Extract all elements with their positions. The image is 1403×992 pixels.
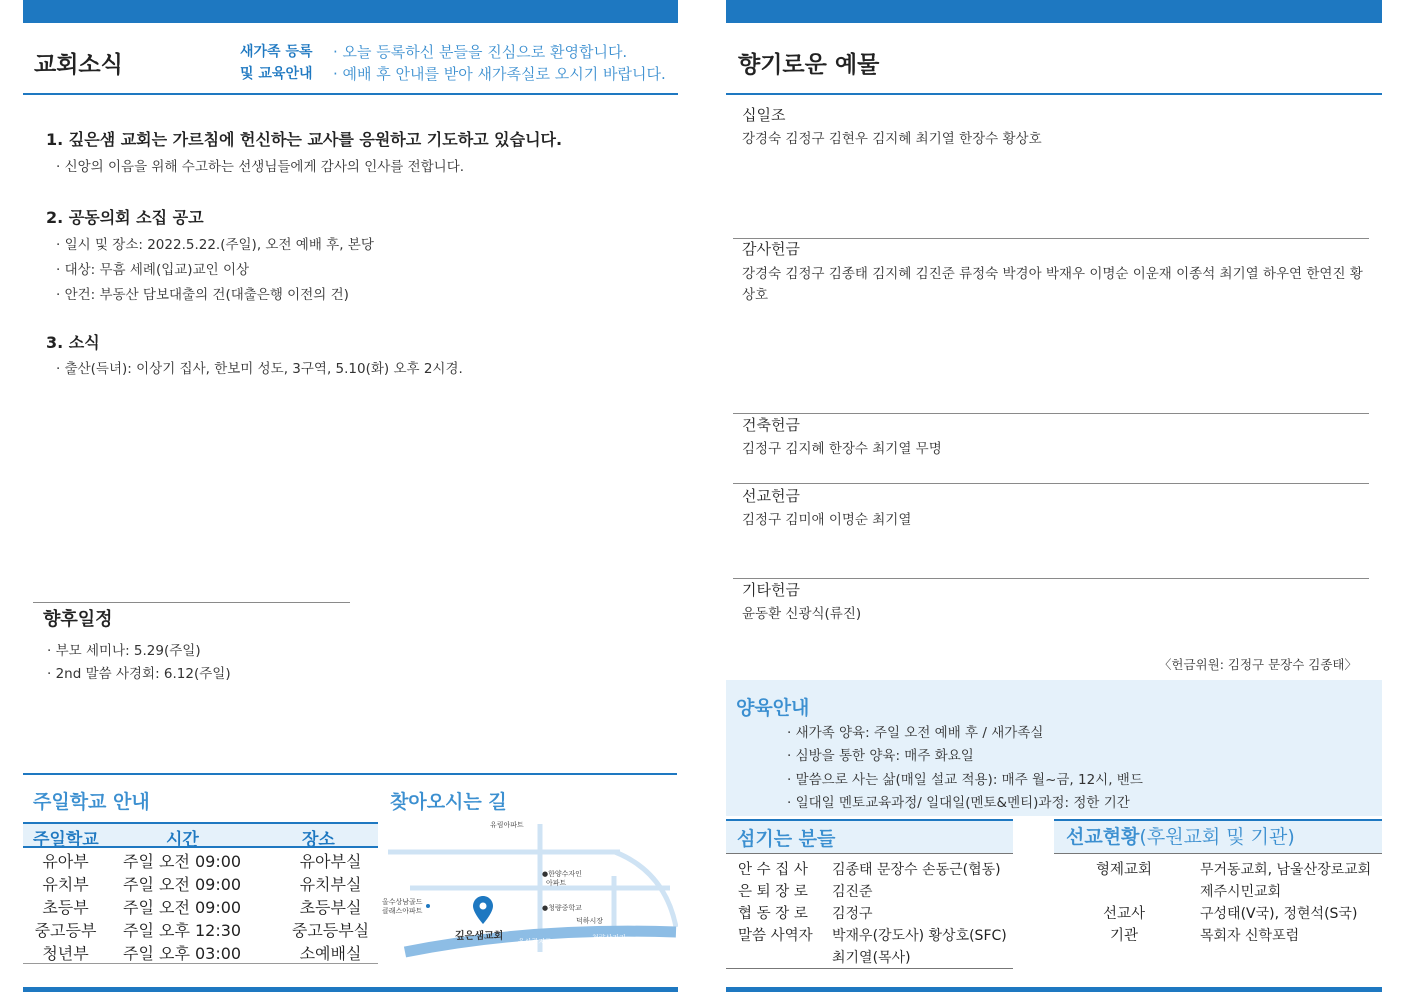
mission-label: 선교사 [1102,906,1146,922]
server-names: 김종태 문장수 손동근(협동) [832,862,1001,878]
missions-title-underline [1054,853,1382,854]
school-place: 유치부실 [299,875,362,894]
school-time: 주일 오후 03:00 [123,944,242,963]
welcome-label [240,41,313,85]
upcoming-divider [33,602,350,603]
divider-left [23,93,678,95]
top-bar-right [726,0,1382,23]
offering-category-tithe: 십일조 [742,106,786,124]
servers-title-underline [726,853,1013,854]
school-time: 주일 오전 09:00 [123,852,242,871]
server-names: 박재우(강도사) 황상호(SFC) [832,928,1007,944]
sunday-school-header [23,822,378,848]
server-names: 김정구 [832,906,873,922]
school-place: 소예배실 [299,944,362,963]
nurture-title: 양육안내 [736,697,810,719]
offering-divider [733,413,1369,414]
school-place: 초등부실 [299,898,362,917]
mission-value: 구성태(V국), 정현석(S국) [1200,906,1358,922]
offering-divider [733,238,1369,239]
school-name: 중고등부 [34,921,97,940]
welcome-label-1: 새가족 등록 [240,44,313,60]
upcoming-line-2: · 2nd 말씀 사경회: 6.12(주일) [47,666,231,682]
news-3-heading: 3. 소식 [46,333,100,352]
news-2-heading: 2. 공동의회 소집 공고 [46,208,204,227]
mission-label [1094,881,1154,903]
school-name: 유치부 [42,875,89,894]
header-school: 주일학교 [33,830,99,850]
map-label-apt2b: 아파트 [546,879,567,887]
server-role: 협 동 장 로 [738,906,808,922]
missions-title-sub: (후원교회 및 기관) [1139,826,1295,848]
sunday-school-bottom-line [23,963,378,964]
page-title-right: 향기로운 예물 [738,52,880,78]
bottom-bar-right [726,987,1382,992]
missions-labels [1094,859,1154,947]
news-2-line-3: · 안건: 부동산 담보대출의 건(대출은행 이전의 건) [56,287,349,303]
map-label-left2: 클래스아파트 [382,907,423,915]
map-label-road2: 청량삼거리 [592,934,626,942]
school-place: 중고등부실 [291,921,370,940]
school-place: 유아부실 [299,852,362,871]
map-label-apt1: 유림아파트 [490,821,524,829]
top-bar-left [23,0,678,23]
table-row [23,849,378,872]
sunday-school-table [23,849,378,964]
mission-label: 기관 [1109,928,1138,944]
school-time: 주일 오후 12:30 [123,921,242,940]
offering-names-thanks: 강경숙 김정구 김종태 김지혜 김진준 류정숙 박경아 박재우 이명순 이운재 이종석 최기열 하우연 한연진 황상호 [742,266,1363,303]
nurture-line-2: · 심방을 통한 양육: 매주 화요일 [787,748,974,764]
table-row [23,872,378,895]
offering-category-other: 기타헌금 [742,581,800,599]
offering-names-mission: 김정구 김미애 이명순 최기열 [742,512,912,528]
offering-names-other: 윤동환 신광식(류진) [742,606,862,622]
school-time: 주일 오전 09:00 [123,875,242,894]
nurture-line-1: · 새가족 양육: 주일 오전 예배 후 / 새가족실 [787,725,1044,741]
news-1-line-1: · 신앙의 이음을 위해 수고하는 선생님들에게 감사의 인사를 전합니다. [56,159,465,175]
offering-committee: 〈헌금위원: 김정구 문장수 김종태〉 [1158,657,1357,672]
directions-title: 찾아오시는 길 [390,791,507,813]
nurture-line-4: · 일대일 멘토교육과정/ 일대일(멘토&멘티)과정: 정한 기간 [787,795,1130,811]
welcome-label-2: 및 교육안내 [240,66,313,82]
bottom-bar-left [23,987,678,992]
missions-title [1066,822,1295,849]
server-names: 김진준 [832,884,873,900]
welcome-text-1: · 오늘 등록하신 분들을 진심으로 환영합니다. [333,43,628,61]
news-2-line-2: · 대상: 무흠 세례(입교)교인 이상 [56,262,250,278]
news-1-heading: 1. 깊은샘 교회는 가르침에 헌신하는 교사를 응원하고 기도하고 있습니다. [46,130,563,149]
missions-values [1200,859,1371,947]
offering-names-tithe: 강경숙 김정구 김현우 김지혜 최기열 한장수 황상호 [742,131,1042,147]
header-time: 시간 [166,830,199,850]
servers-bottom-line [726,968,1013,969]
offering-category-thanks: 감사헌금 [742,240,800,258]
map-label-church: 깊은샘교회 [455,931,504,942]
sunday-school-title: 주일학교 안내 [33,791,150,813]
servers-roles [738,859,813,969]
table-row [23,918,378,941]
divider-right [726,93,1382,95]
school-name: 초등부 [42,898,89,917]
news-2-line-1: · 일시 및 장소: 2022.5.22.(주일), 오전 예배 후, 본당 [56,237,374,253]
offering-category-building: 건축헌금 [742,416,800,434]
servers-names [832,859,1007,969]
offering-divider [733,578,1369,579]
map [380,812,678,964]
header-place: 장소 [302,830,335,850]
server-names: 최기열(목사) [832,950,911,966]
upcoming-title: 향후일정 [43,609,113,630]
mission-label: 형제교회 [1095,862,1153,878]
server-role: 말씀 사역자 [738,928,813,944]
mission-value: 제주시민교회 [1200,884,1282,900]
welcome-text-2: · 예배 후 안내를 받아 새가족실로 오시기 바랍니다. [333,65,666,83]
nurture-line-3: · 말씀으로 사는 삶(매일 설교 적용): 매주 월~금, 12시, 밴드 [787,772,1143,788]
nurture-box [726,680,1382,816]
table-row [23,941,378,964]
server-role: 안 수 집 사 [738,862,808,878]
map-label-apt2: ●한양수자인 [542,870,582,878]
offering-names-building: 김정구 김지혜 한장수 최기열 무명 [742,441,942,457]
table-row [23,895,378,918]
offering-divider [733,483,1369,484]
school-time: 주일 오전 09:00 [123,898,242,917]
map-label-school: ●청량중학교 [542,904,582,912]
server-role: 은 퇴 장 로 [738,884,808,900]
mission-value: 목회자 신학포럼 [1200,928,1300,944]
sunday-school-top-line [23,773,677,775]
page-title-left: 교회소식 [34,52,123,78]
school-name: 유아부 [42,852,89,871]
map-label-road1: 울산광지로 [518,938,552,946]
news-3-line-1: · 출산(득녀): 이상기 집사, 한보미 성도, 3구역, 5.10(화) 오후 2시경. [56,361,463,377]
missions-title-main: 선교현황 [1066,826,1140,848]
welcome-text [333,41,666,85]
servers-title: 섬기는 분들 [737,828,836,850]
map-label-market: 덕하시장 [576,917,604,925]
school-name: 청년부 [42,944,89,963]
offering-category-mission: 선교헌금 [742,487,800,505]
map-label-left1: 올수상남골드 [382,898,423,906]
upcoming-line-1: · 부모 세미나: 5.29(주일) [47,643,201,659]
mission-value: 무거동교회, 남울산장로교회 [1200,862,1372,878]
server-role [738,947,813,969]
